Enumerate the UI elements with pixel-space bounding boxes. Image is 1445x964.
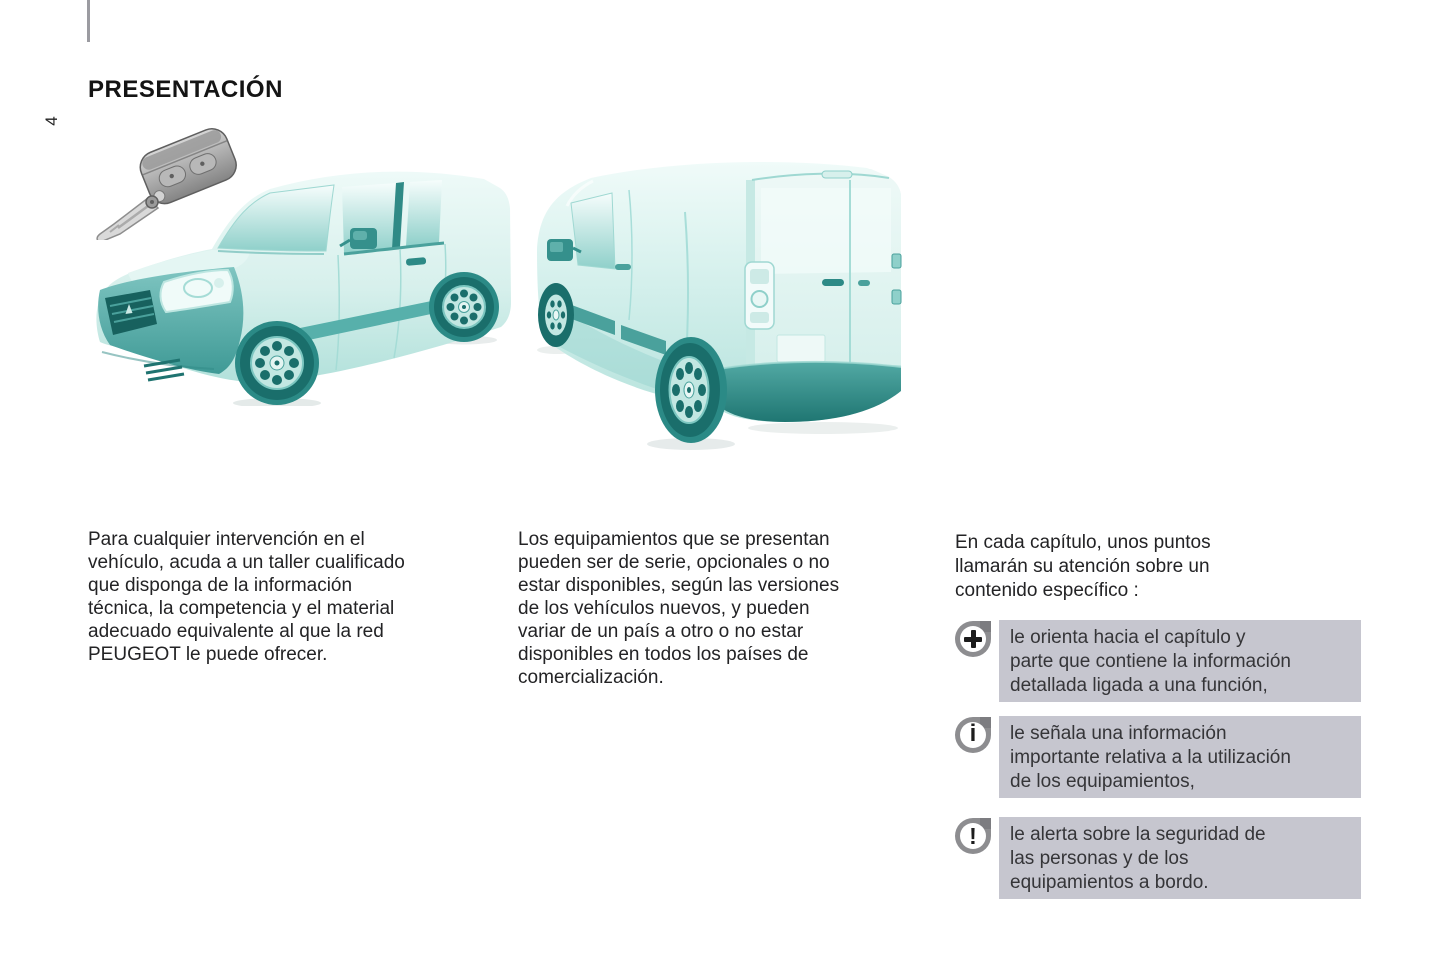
paragraph-workshop-advice — [88, 528, 488, 666]
alert-glyph: ! — [960, 823, 986, 849]
text-line: contenido específico : — [955, 580, 1139, 601]
info-glyph: i — [960, 722, 986, 748]
text-line: importante relativa a la utilización — [1010, 747, 1291, 768]
text-line: que disponga de la información — [88, 575, 353, 596]
callout-safety-alert — [955, 817, 1363, 899]
plus-glyph — [960, 626, 986, 652]
top-edge-rule — [87, 0, 90, 42]
text-line: pueden ser de serie, opcionales o no — [518, 552, 830, 573]
text-line: adecuado equivalente al que la red — [88, 621, 384, 642]
text-line: le señala una información — [1010, 723, 1227, 744]
text-line: detallada ligada a una función, — [1010, 675, 1268, 696]
text-line: PEUGEOT le puede ofrecer. — [88, 644, 328, 665]
text-line: le orienta hacia el capítulo y — [1010, 627, 1246, 648]
text-line: vehículo, acuda a un taller cualificado — [88, 552, 405, 573]
text-line: llamarán su atención sobre un — [955, 556, 1210, 577]
text-line: técnica, la competencia y el material — [88, 598, 395, 619]
text-line: de los vehículos nuevos, y pueden — [518, 598, 810, 619]
paragraph-equipment-availability — [518, 528, 918, 689]
van-front-illustration — [92, 156, 524, 406]
text-line: parte que contiene la información — [1010, 651, 1291, 672]
callout-box — [999, 817, 1361, 899]
text-line: Los equipamientos que se presentan — [518, 529, 830, 550]
text-line: En cada capítulo, unos puntos — [955, 532, 1211, 553]
text-line: disponibles en todos los países de — [518, 644, 809, 665]
text-line: estar disponibles, según las versiones — [518, 575, 840, 596]
alert-pin-icon — [955, 818, 991, 854]
callout-box — [999, 716, 1361, 798]
callout-important-info — [955, 716, 1363, 798]
page-title: PRESENTACIÓN — [88, 76, 283, 104]
text-line: Para cualquier intervención en el — [88, 529, 365, 550]
plus-pin-icon — [955, 621, 991, 657]
info-pin-icon — [955, 717, 991, 753]
text-line: le alerta sobre la seguridad de — [1010, 824, 1266, 845]
text-line: comercialización. — [518, 667, 664, 688]
text-line: variar de un país a otro o no estar — [518, 621, 804, 642]
page-number: 4 — [42, 116, 61, 126]
text-line: las personas y de los — [1010, 848, 1189, 869]
text-line: equipamientos a bordo. — [1010, 872, 1209, 893]
text-line: de los equipamientos, — [1010, 771, 1195, 792]
plus-bars — [964, 630, 982, 648]
van-rear-illustration — [533, 150, 913, 460]
callout-chapter-pointer — [955, 620, 1363, 702]
callout-box — [999, 620, 1361, 702]
paragraph-symbols-intro — [955, 531, 1211, 603]
